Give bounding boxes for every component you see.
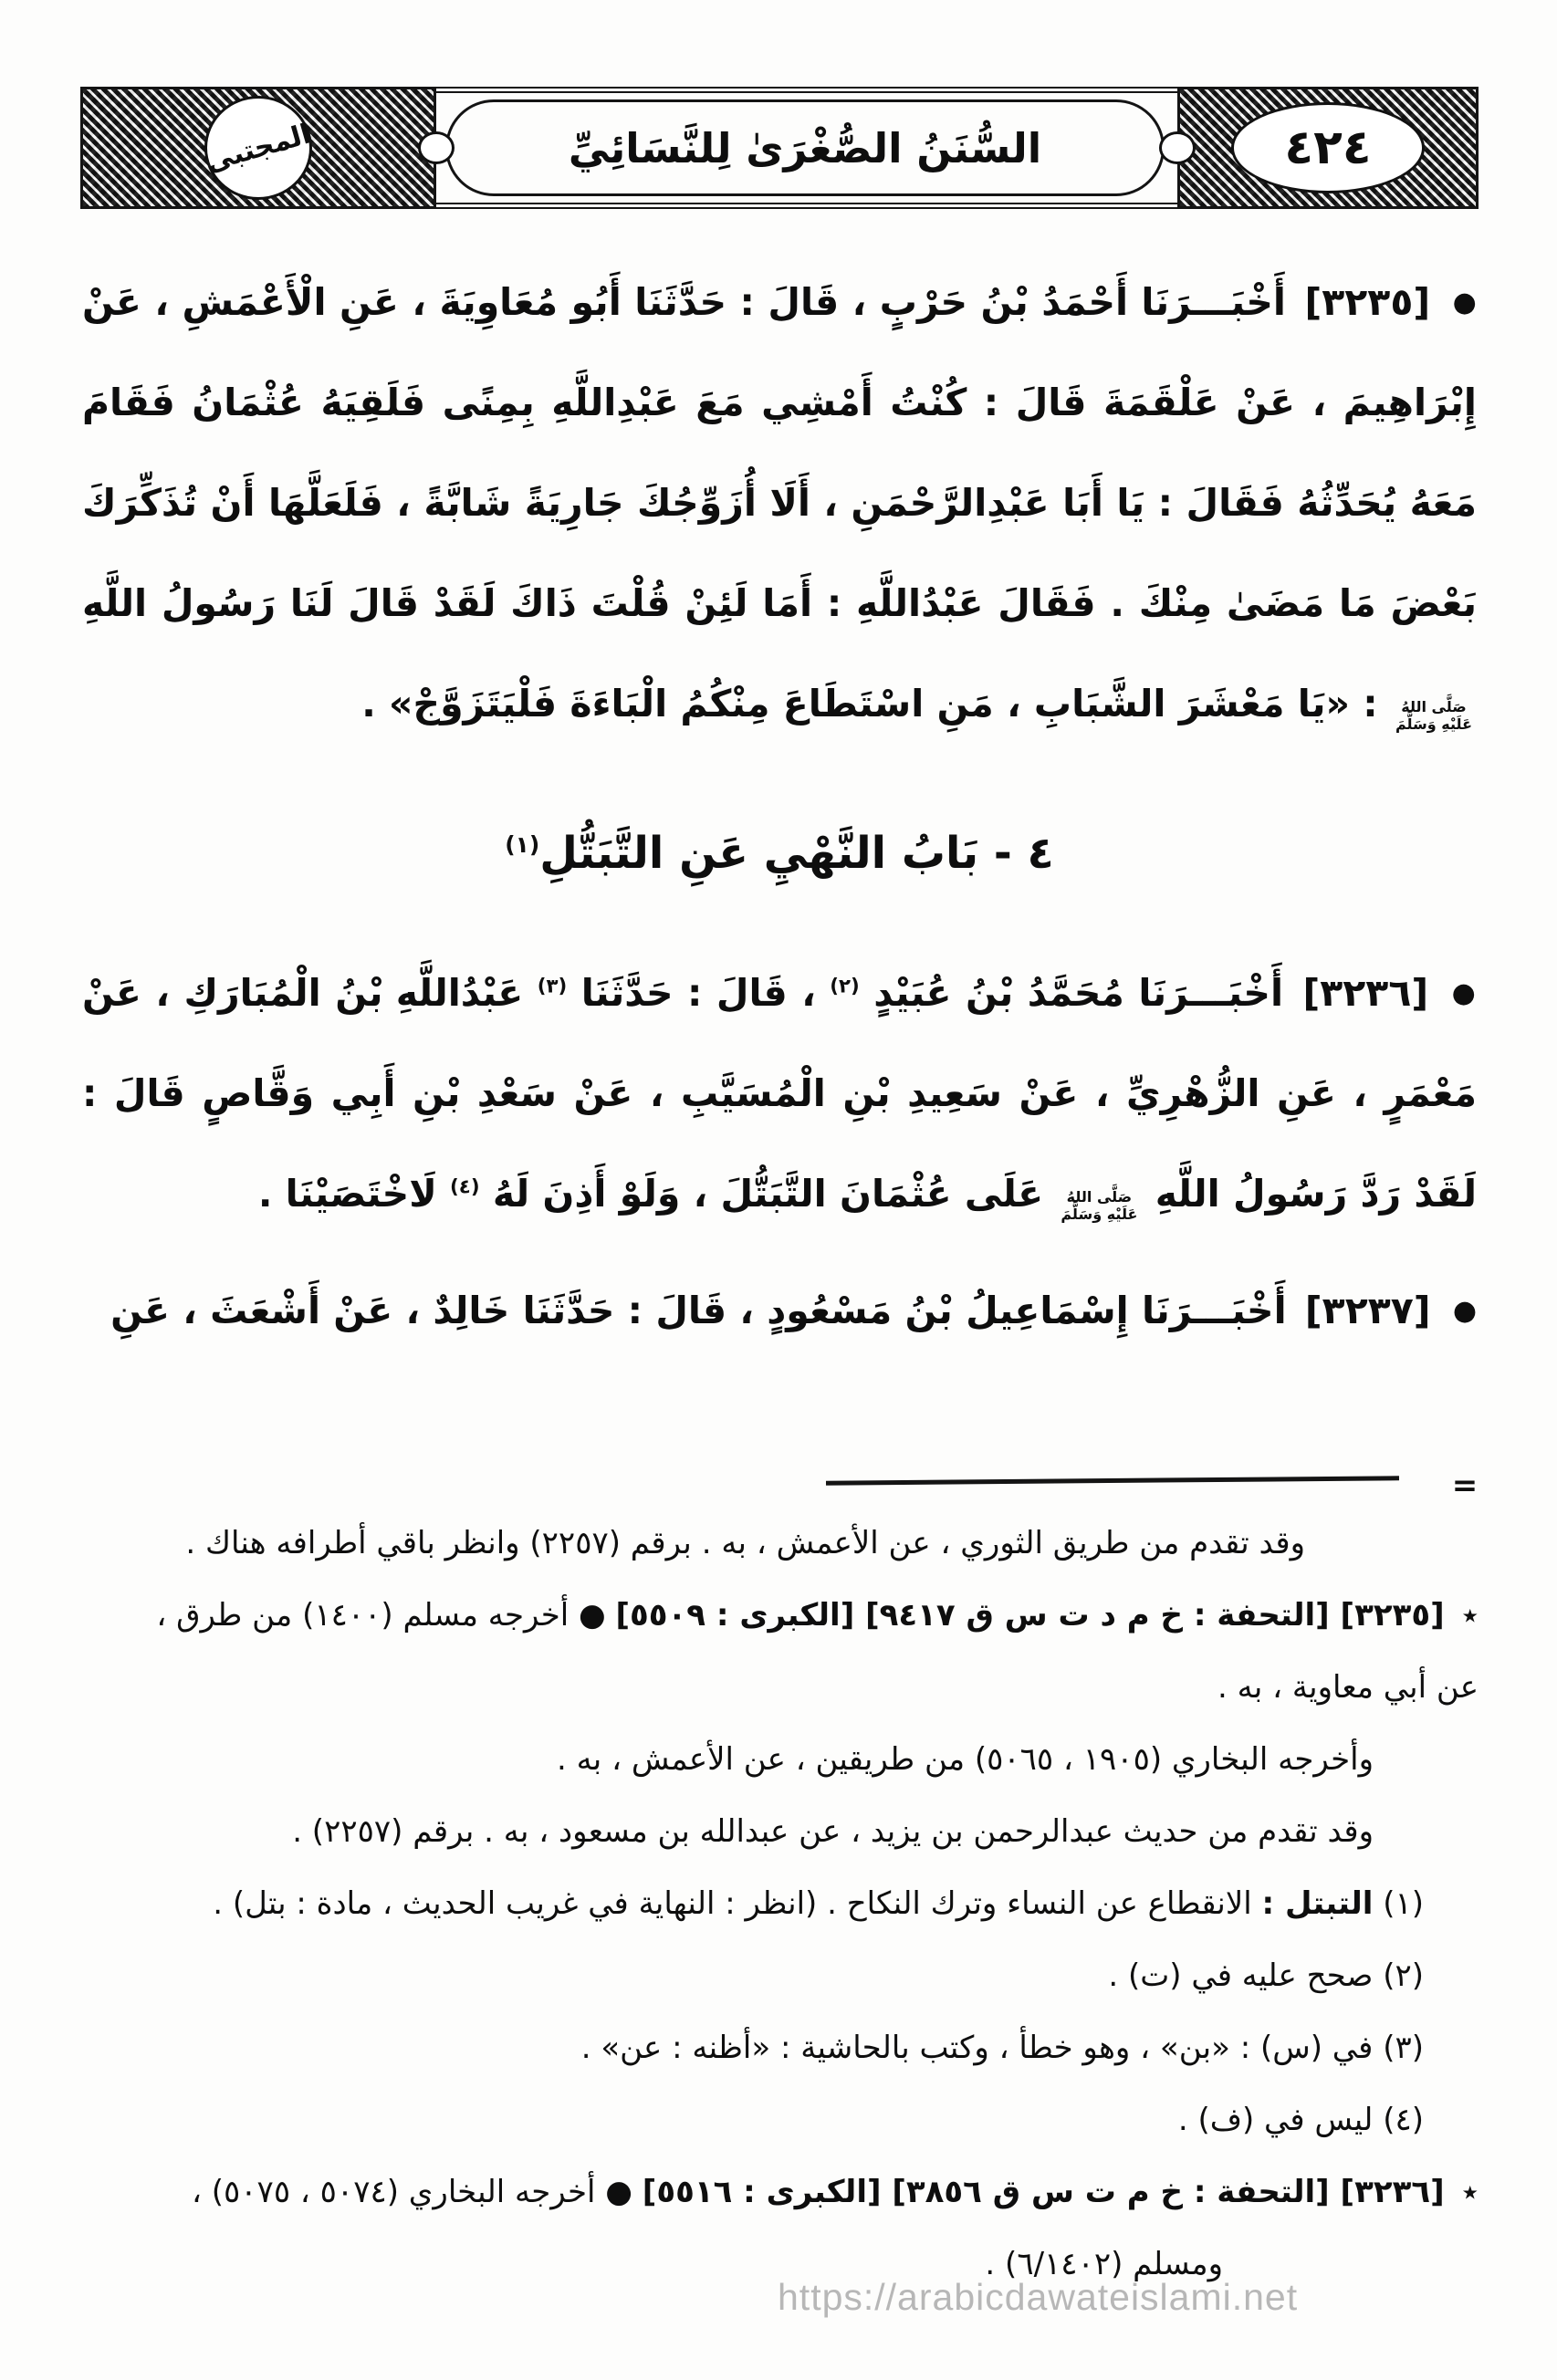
junction-dot-icon	[418, 131, 455, 164]
hadith-number-3235: [٣٢٣٥]	[1304, 280, 1431, 324]
footnote-takhrij-3235	[84, 1580, 1479, 1652]
footnote-ref-4: (٤)	[450, 1175, 480, 1199]
footnote-2-marker: (٢)	[1383, 1957, 1424, 1994]
saw-line1: صَلَّى اللهُ	[1066, 1188, 1133, 1206]
footnote-3-marker: (٣)	[1383, 2030, 1424, 2066]
ornament-left	[80, 87, 436, 209]
junction-dot-icon	[1159, 131, 1196, 164]
footnote-bukhari-line: وأخرجه البخاري (١٩٠٥ ، ٥٠٦٥) من طريقين ، عن الأعمش ، به .	[556, 1741, 1374, 1778]
chapter-heading	[82, 823, 1477, 884]
page-number: ٤٢٤	[1284, 120, 1372, 175]
footnote-separator	[826, 1476, 1399, 1485]
footnote-previous-route-line: وقد تقدم من حديث عبدالرحمن بن يزيد ، عن عبدالله بن مسعود ، به . برقم (٢٢٥٧) .	[292, 1813, 1374, 1850]
title-cartouche	[445, 99, 1165, 196]
footnote-3-text: في (س) : «بن» ، وهو خطأ ، وكتب بالحاشية : «أظنه : عن» .	[580, 2030, 1374, 2066]
takhrij-3236-ref: [٣٢٣٦] [التحفة : خ م ت س ق ٣٨٥٦] [الكبرى : ٥٥١٦]	[642, 2174, 1445, 2210]
hadith-3235-isnad-matn: أَخْبَـــرَنَا أَحْمَدُ بْنُ حَرْبٍ ، قَالَ : حَدَّثَنَا أَبُو مُعَاوِيَةَ ، عَنِ الْأَعْمَشِ ، عَنْ إِبْرَاهِيمَ ، عَنْ عَلْقَمَةَ قَالَ : كُنْتُ أَمْشِي مَعَ عَبْدِاللَّهِ بِمِنًى فَلَقِيَهُ عُثْمَانُ فَقَامَ مَعَهُ يُحَدِّثُهُ فَقَالَ : يَا أَبَا عَبْدِالرَّحْمَنِ ، أَلَا أُزَوِّجُكَ جَارِيَةً شَابَّةً ، فَلَعَلَّهَا أَنْ تُذَكِّرَكَ بَعْضَ مَا مَضَىٰ مِنْكَ . فَقَالَ عَبْدُاللَّهِ : أَمَا لَئِنْ قُلْتَ ذَاكَ لَقَدْ قَالَ لَنَا رَسُولُ اللَّهِ	[82, 280, 1477, 625]
footnote-1	[84, 1868, 1479, 1940]
takhrij-3235-ref: [٣٢٣٥] [التحفة : خ م د ت س ق ٩٤١٧] [الكبرى : ٥٥٠٩]	[615, 1597, 1445, 1634]
bullet-icon: ●	[1452, 1295, 1477, 1328]
hadith-number-3236: [٣٢٣٦]	[1302, 971, 1429, 1016]
star-icon: ٭	[1461, 2174, 1479, 2210]
saw-symbol	[1395, 698, 1472, 733]
hadith-3236-t4: عَلَى عُثْمَانَ التَّبَتُّلَ ، وَلَوْ أَذِنَ لَهُ	[492, 1172, 1044, 1216]
footnote-1-marker: (١)	[1383, 1885, 1424, 1922]
hadith-3236-t3: عَبْدُاللَّهِ بْنُ الْمُبَارَكِ ، عَنْ مَعْمَرٍ ، عَنِ الزُّهْرِيِّ ، عَنْ سَعِيدِ بْنِ الْمُسَيَّبِ ، عَنْ سَعْدِ بْنِ أَبِي وَقَّاصٍ قَالَ : لَقَدْ رَدَّ رَسُولُ اللَّهِ	[82, 971, 1477, 1216]
chapter-title: ٤ - بَابُ النَّهْيِ عَنِ التَّبَتُّلِ	[539, 828, 1054, 879]
footnote-ref-3: (٣)	[537, 975, 568, 998]
hadith-3237	[82, 1260, 1477, 1361]
star-icon: ٭	[1461, 1597, 1479, 1634]
header-title-strip	[436, 87, 1177, 209]
medallion-badge	[202, 96, 315, 200]
footnote-2-text: صحح عليه في (ت) .	[1108, 1957, 1374, 1994]
continuation-marker: =	[1451, 1467, 1479, 1504]
takhrij-3235-text: ● أخرجه مسلم (١٤٠٠) من طرق ،	[156, 1597, 606, 1634]
bullet-icon: ●	[1451, 977, 1478, 1010]
hadith-number-3237: [٣٢٣٧]	[1304, 1289, 1431, 1333]
ornament-right	[1177, 87, 1479, 209]
footnote-ref-2: (٢)	[830, 975, 860, 998]
saw-line1: صَلَّى اللهُ	[1401, 697, 1467, 715]
footnote-3	[84, 2012, 1479, 2084]
hadith-3236-t5: لَاخْتَصَيْنَا .	[257, 1172, 437, 1216]
footnote-4-text: ليس في (ف) .	[1177, 2102, 1374, 2138]
footnote-1-text: الانقطاع عن النساء وترك النكاح . (انظر : النهاية في غريب الحديث ، مادة : بتل) .	[213, 1885, 1252, 1922]
footnote-1-term: التبتل :	[1261, 1885, 1374, 1922]
page-number-badge	[1231, 102, 1425, 193]
hadith-3236-t1: أَخْبَـــرَنَا مُحَمَّدُ بْنُ عُبَيْدٍ	[873, 971, 1283, 1016]
main-text	[82, 252, 1477, 1377]
footnote-takhrij-3235-cont: عن أبي معاوية ، به .	[1217, 1669, 1479, 1706]
medallion-label: المجتبى	[202, 117, 315, 179]
saw-line2: عَلَيْهِ وَسَلَّمَ	[1061, 1206, 1138, 1224]
footnote-2	[84, 1940, 1479, 2012]
footnote-takhrij-3236-cont: ومسلم (٦/١٤٠٢) .	[985, 2246, 1223, 2282]
bullet-icon: ●	[1452, 287, 1478, 318]
saw-line2: عَلَيْهِ وَسَلَّمَ	[1395, 715, 1472, 733]
hadith-3235-quote: : «يَا مَعْشَرَ الشَّبَابِ ، مَنِ اسْتَطَاعَ مِنْكُمُ الْبَاءَةَ فَلْيَتَزَوَّجْ» .	[361, 682, 1378, 725]
footnotes-section	[84, 1508, 1479, 2301]
hadith-3236-t2: ، قَالَ : حَدَّثَنَا	[580, 971, 816, 1016]
page-header	[80, 87, 1479, 209]
footnote-takhrij-3236	[84, 2156, 1479, 2229]
footnote-continuation-text: وقد تقدم من طريق الثوري ، عن الأعمش ، به . برقم (٢٢٥٧) وانظر باقي أطرافه هناك .	[185, 1525, 1305, 1561]
footnote-4-marker: (٤)	[1383, 2102, 1424, 2138]
hadith-3236	[82, 943, 1477, 1244]
watermark: https://arabicdawateislami.net	[778, 2276, 1299, 2318]
book-title: السُّنَنُ الصُّغْرَىٰ لِلنَّسَائِيِّ	[568, 123, 1042, 172]
takhrij-3236-text: ● أخرجه البخاري (٥٠٧٤ ، ٥٠٧٥) ،	[191, 2174, 632, 2210]
hadith-3235	[82, 252, 1477, 754]
hadith-3237-isnad: أَخْبَـــرَنَا إِسْمَاعِيلُ بْنُ مَسْعُودٍ ، قَالَ : حَدَّثَنَا خَالِدٌ ، عَنْ أَشْعَثَ ، عَنِ	[110, 1289, 1287, 1333]
footnote-4	[84, 2084, 1479, 2156]
saw-symbol	[1061, 1188, 1137, 1223]
footnote-ref-1: (١)	[505, 831, 540, 858]
